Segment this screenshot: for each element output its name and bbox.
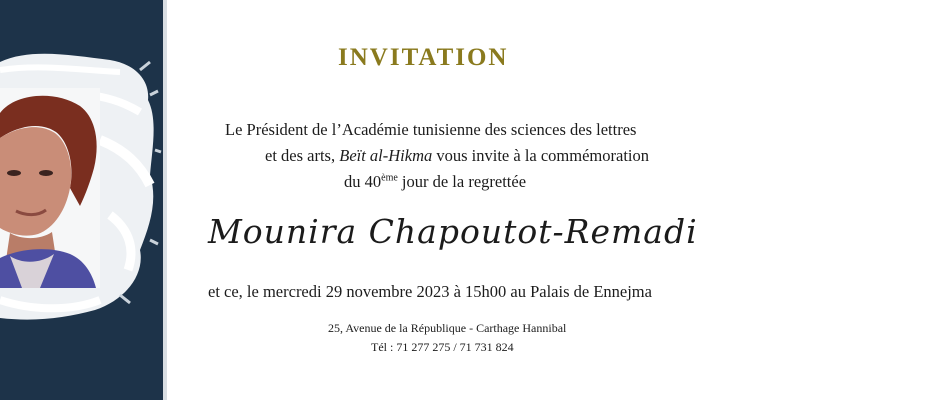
address-line: 25, Avenue de la République - Carthage Hannibal — [328, 321, 567, 335]
portrait-photo — [0, 88, 100, 288]
invitation-title: INVITATION — [338, 44, 509, 71]
academy-line-pre: et des arts, — [265, 146, 340, 165]
commemoration-line — [344, 172, 944, 192]
academy-line — [265, 146, 865, 166]
ordinal-superscript: ème — [381, 172, 398, 184]
honoree-name: Mounira Chapoutot-Remadi — [208, 212, 698, 251]
panel-divider — [163, 0, 167, 400]
academy-line-post: vous invite à la commémoration — [432, 146, 649, 165]
left-panel — [0, 0, 163, 400]
commemoration-pre: du 40 — [344, 172, 382, 191]
beit-al-hikma-text: Beït al-Hikma — [339, 146, 433, 165]
date-venue-line: et ce, le mercredi 29 novembre 2023 à 15h00 au Palais de Ennejma — [208, 282, 652, 301]
president-line: Le Président de l’Académie tunisienne des sciences des lettres — [225, 120, 637, 139]
telephone-line: Tél : 71 277 275 / 71 731 824 — [371, 340, 514, 354]
commemoration-post: jour de la regrettée — [397, 172, 527, 191]
